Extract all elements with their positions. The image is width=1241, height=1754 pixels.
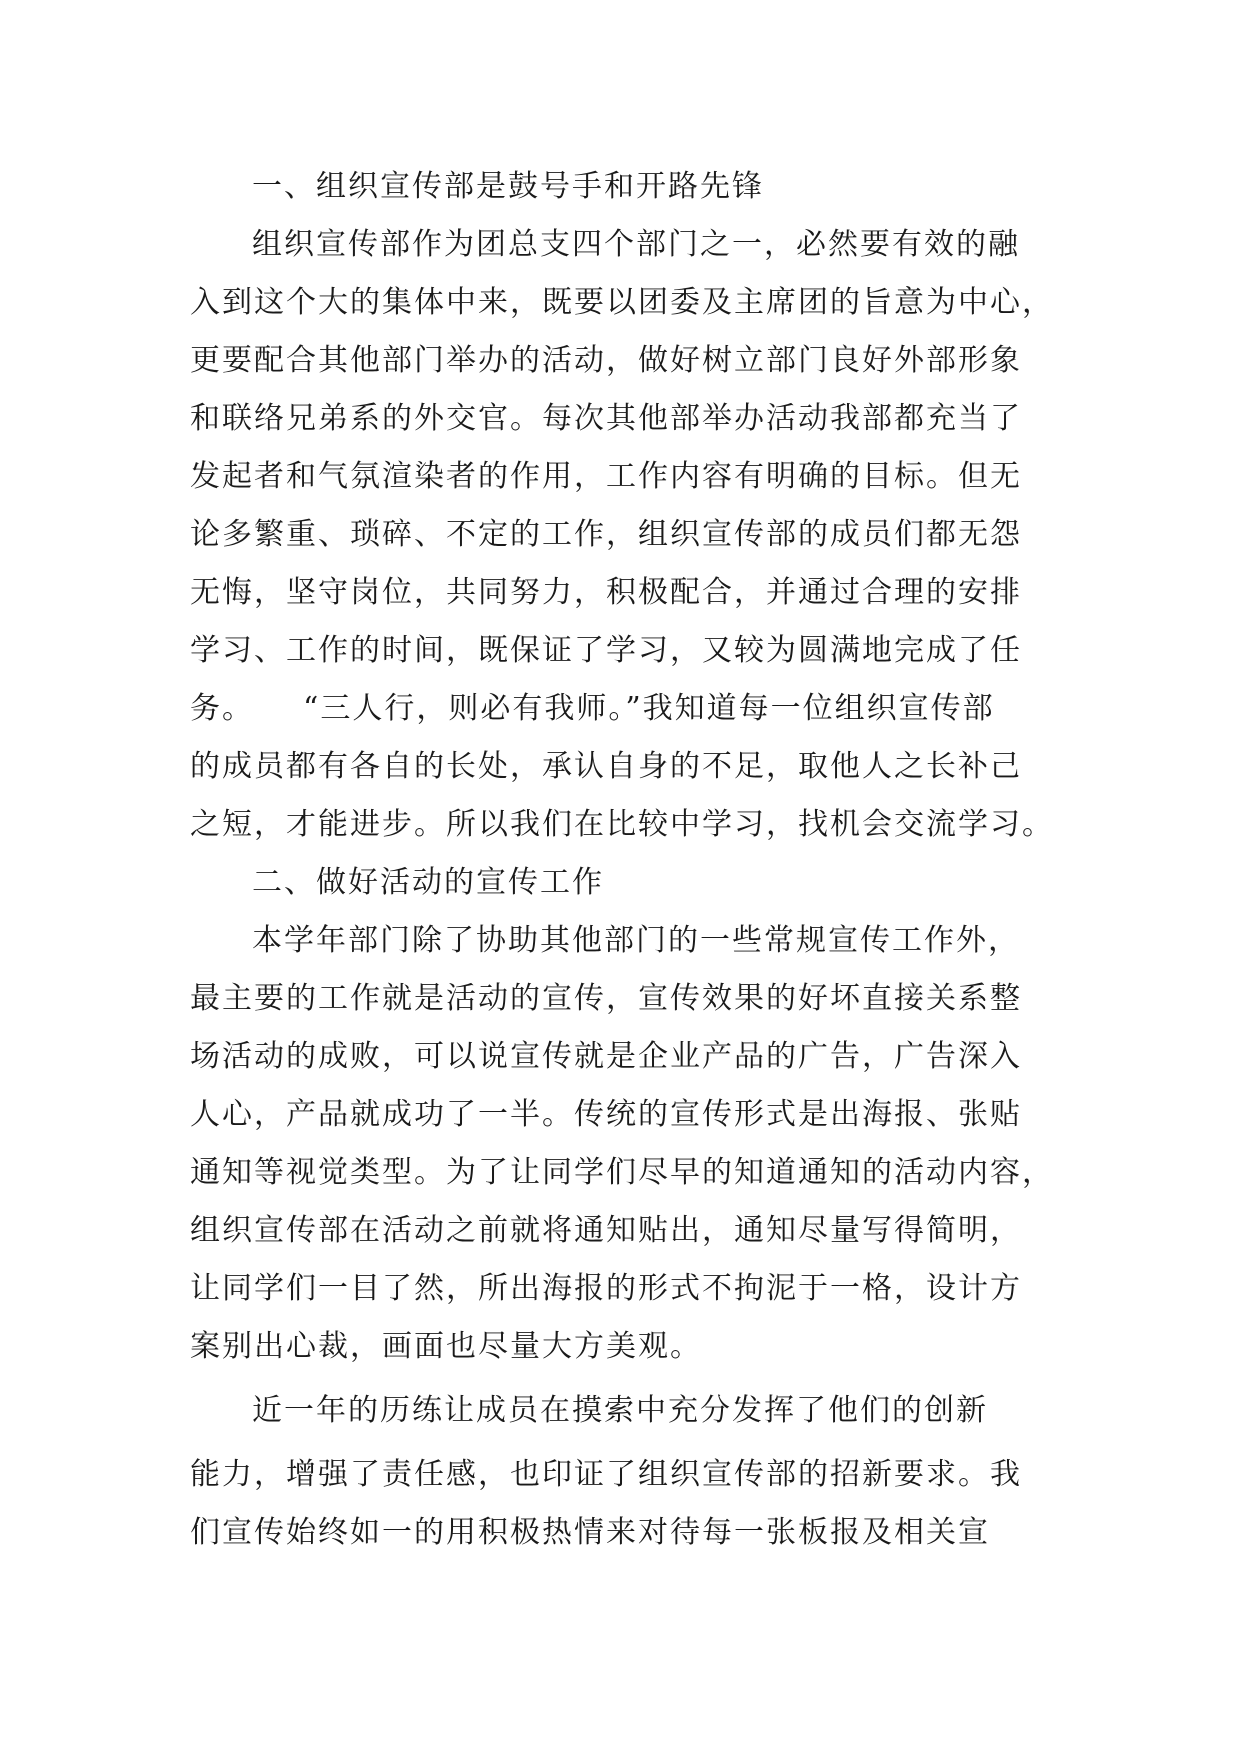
paragraph-line: 发起者和气氛渲染者的作用，工作内容有明确的目标。但无: [190, 459, 1022, 494]
section-heading-2: 二、做好活动的宣传工作: [252, 865, 604, 900]
paragraph-line: 学习、工作的时间，既保证了学习，又较为圆满地完成了任: [190, 633, 1022, 668]
paragraph-line: 更要配合其他部门举办的活动，做好树立部门良好外部形象: [190, 343, 1022, 378]
paragraph-line: 通知等视觉类型。为了让同学们尽早的知道通知的活动内容，: [190, 1155, 1054, 1190]
paragraph-line: 最主要的工作就是活动的宣传，宣传效果的好坏直接关系整: [190, 981, 1022, 1016]
paragraph-line: 案别出心裁，画面也尽量大方美观。: [190, 1329, 702, 1364]
paragraph-line: 近一年的历练让成员在摸索中充分发挥了他们的创新: [252, 1393, 988, 1428]
paragraph-line: 论多繁重、琐碎、不定的工作，组织宣传部的成员们都无怨: [190, 517, 1022, 552]
paragraph-line: 的成员都有各自的长处，承认自身的不足，取他人之长补己: [190, 749, 1022, 784]
section-heading-1: 一、组织宣传部是鼓号手和开路先锋: [252, 169, 764, 204]
paragraph-line: 本学年部门除了协助其他部门的一些常规宣传工作外，: [252, 923, 1020, 958]
paragraph-line: 人心，产品就成功了一半。传统的宣传形式是出海报、张贴: [190, 1097, 1022, 1132]
paragraph-line: 让同学们一目了然，所出海报的形式不拘泥于一格，设计方: [190, 1271, 1022, 1306]
paragraph-line: 们宣传始终如一的用积极热情来对待每一张板报及相关宣: [190, 1515, 990, 1550]
paragraph-line: 能力，增强了责任感，也印证了组织宣传部的招新要求。我: [190, 1457, 1022, 1492]
document-body: [190, 158, 1090, 1562]
paragraph-line: 无悔，坚守岗位，共同努力，积极配合，并通过合理的安排: [190, 575, 1022, 610]
paragraph-line: 入到这个大的集体中来，既要以团委及主席团的旨意为中心，: [190, 285, 1054, 320]
paragraph-line: 组织宣传部在活动之前就将通知贴出，通知尽量写得简明，: [190, 1213, 1022, 1248]
paragraph-line: 和联络兄弟系的外交官。每次其他部举办活动我部都充当了: [190, 401, 1022, 436]
paragraph-line: 组织宣传部作为团总支四个部门之一，必然要有效的融: [252, 227, 1020, 262]
paragraph-line: 场活动的成败，可以说宣传就是企业产品的广告，广告深入: [190, 1039, 1022, 1074]
paragraph-line: 之短，才能进步。所以我们在比较中学习，找机会交流学习。: [190, 807, 1054, 842]
paragraph-line: 务。 “三人行，则必有我师。”我知道每一位组织宣传部: [190, 691, 995, 726]
